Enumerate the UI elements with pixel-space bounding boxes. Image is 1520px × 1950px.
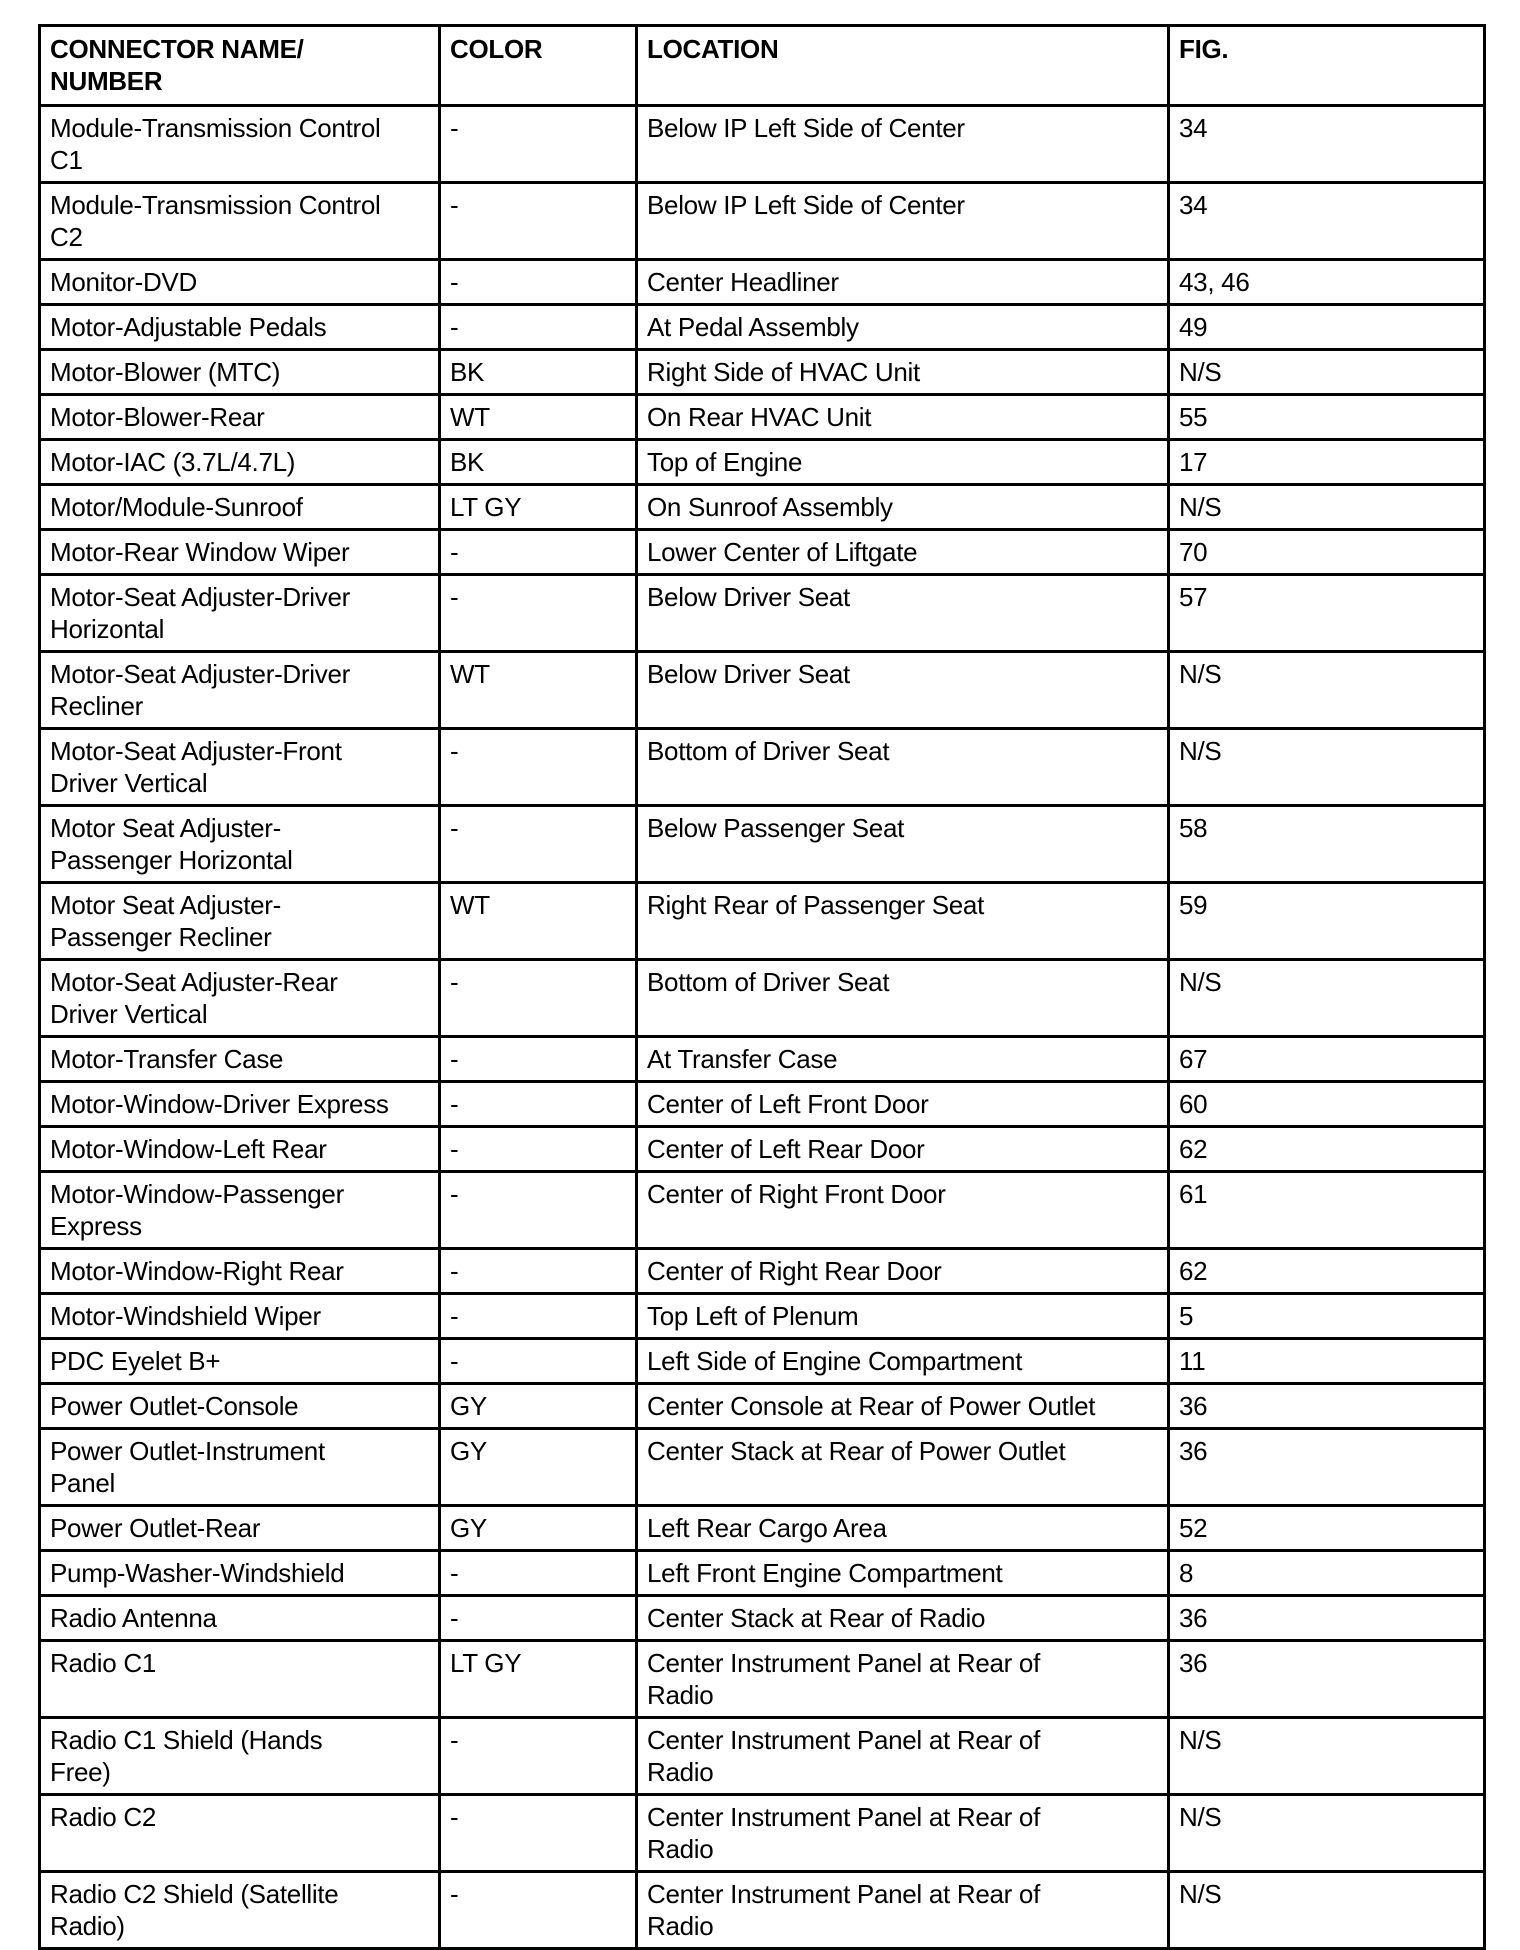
cell-color: - bbox=[440, 1082, 637, 1127]
cell-fig: 52 bbox=[1169, 1506, 1485, 1551]
table-row bbox=[40, 1551, 1485, 1596]
cell-location: Center Stack at Rear of Power Outlet bbox=[637, 1429, 1169, 1506]
cell-color: - bbox=[440, 106, 637, 183]
cell-location: Below Driver Seat bbox=[637, 652, 1169, 729]
table-row bbox=[40, 652, 1485, 729]
cell-color: - bbox=[440, 1795, 637, 1872]
cell-connector-name: Motor-Window-Left Rear bbox=[40, 1127, 440, 1172]
cell-connector-name: Radio C2 Shield (Satellite Radio) bbox=[40, 1872, 440, 1949]
table-row bbox=[40, 1082, 1485, 1127]
cell-color: WT bbox=[440, 395, 637, 440]
cell-fig: N/S bbox=[1169, 1718, 1485, 1795]
cell-fig: N/S bbox=[1169, 652, 1485, 729]
cell-color: GY bbox=[440, 1384, 637, 1429]
cell-fig: N/S bbox=[1169, 1795, 1485, 1872]
table-row bbox=[40, 305, 1485, 350]
connector-table bbox=[38, 24, 1486, 1950]
cell-location: Left Side of Engine Compartment bbox=[637, 1339, 1169, 1384]
cell-connector-name: Motor Seat Adjuster- Passenger Recliner bbox=[40, 883, 440, 960]
cell-fig: 49 bbox=[1169, 305, 1485, 350]
cell-location: Center Stack at Rear of Radio bbox=[637, 1596, 1169, 1641]
cell-connector-name: Radio C1 bbox=[40, 1641, 440, 1718]
cell-location: Center Headliner bbox=[637, 260, 1169, 305]
cell-color: - bbox=[440, 1718, 637, 1795]
cell-location: Center of Left Rear Door bbox=[637, 1127, 1169, 1172]
cell-fig: 5 bbox=[1169, 1294, 1485, 1339]
cell-fig: 60 bbox=[1169, 1082, 1485, 1127]
table-row bbox=[40, 960, 1485, 1037]
cell-connector-name: Power Outlet-Rear bbox=[40, 1506, 440, 1551]
cell-color: - bbox=[440, 1551, 637, 1596]
cell-location: At Transfer Case bbox=[637, 1037, 1169, 1082]
cell-fig: 11 bbox=[1169, 1339, 1485, 1384]
cell-location: Center Instrument Panel at Rear of Radio bbox=[637, 1641, 1169, 1718]
cell-fig: 59 bbox=[1169, 883, 1485, 960]
header-fig: FIG. bbox=[1169, 26, 1485, 106]
cell-fig: 62 bbox=[1169, 1127, 1485, 1172]
cell-fig: N/S bbox=[1169, 960, 1485, 1037]
cell-location: Below IP Left Side of Center bbox=[637, 106, 1169, 183]
table-row bbox=[40, 395, 1485, 440]
cell-fig: 8 bbox=[1169, 1551, 1485, 1596]
cell-location: Bottom of Driver Seat bbox=[637, 729, 1169, 806]
cell-fig: 55 bbox=[1169, 395, 1485, 440]
cell-location: Center Console at Rear of Power Outlet bbox=[637, 1384, 1169, 1429]
table-row bbox=[40, 260, 1485, 305]
table-row bbox=[40, 1641, 1485, 1718]
cell-fig: 36 bbox=[1169, 1641, 1485, 1718]
cell-fig: N/S bbox=[1169, 1872, 1485, 1949]
table-row bbox=[40, 883, 1485, 960]
table-row bbox=[40, 1506, 1485, 1551]
cell-location: Center of Left Front Door bbox=[637, 1082, 1169, 1127]
cell-connector-name: Motor-Seat Adjuster-Driver Recliner bbox=[40, 652, 440, 729]
cell-color: - bbox=[440, 305, 637, 350]
cell-connector-name: Motor-Seat Adjuster-Front Driver Vertical bbox=[40, 729, 440, 806]
cell-connector-name: Motor/Module-Sunroof bbox=[40, 485, 440, 530]
cell-fig: 34 bbox=[1169, 106, 1485, 183]
table-row bbox=[40, 106, 1485, 183]
cell-color: LT GY bbox=[440, 1641, 637, 1718]
cell-connector-name: Motor-Rear Window Wiper bbox=[40, 530, 440, 575]
header-color: COLOR bbox=[440, 26, 637, 106]
table-row bbox=[40, 806, 1485, 883]
table-row bbox=[40, 440, 1485, 485]
cell-color: LT GY bbox=[440, 485, 637, 530]
cell-color: - bbox=[440, 260, 637, 305]
cell-fig: 17 bbox=[1169, 440, 1485, 485]
cell-fig: 57 bbox=[1169, 575, 1485, 652]
cell-connector-name: Motor Seat Adjuster- Passenger Horizontal bbox=[40, 806, 440, 883]
cell-connector-name: Motor-IAC (3.7L/4.7L) bbox=[40, 440, 440, 485]
cell-connector-name: Motor-Seat Adjuster-Driver Horizontal bbox=[40, 575, 440, 652]
cell-connector-name: Motor-Seat Adjuster-Rear Driver Vertical bbox=[40, 960, 440, 1037]
cell-location: Right Rear of Passenger Seat bbox=[637, 883, 1169, 960]
cell-fig: N/S bbox=[1169, 350, 1485, 395]
cell-location: Center of Right Front Door bbox=[637, 1172, 1169, 1249]
cell-color: - bbox=[440, 1037, 637, 1082]
cell-connector-name: Motor-Adjustable Pedals bbox=[40, 305, 440, 350]
cell-connector-name: Motor-Blower-Rear bbox=[40, 395, 440, 440]
header-row bbox=[40, 26, 1485, 106]
cell-color: - bbox=[440, 729, 637, 806]
table-row bbox=[40, 1037, 1485, 1082]
cell-connector-name: Radio C2 bbox=[40, 1795, 440, 1872]
cell-connector-name: PDC Eyelet B+ bbox=[40, 1339, 440, 1384]
cell-connector-name: Motor-Window-Driver Express bbox=[40, 1082, 440, 1127]
cell-color: - bbox=[440, 1596, 637, 1641]
cell-location: Center Instrument Panel at Rear of Radio bbox=[637, 1872, 1169, 1949]
cell-location: Bottom of Driver Seat bbox=[637, 960, 1169, 1037]
table-row bbox=[40, 1596, 1485, 1641]
table-row bbox=[40, 1294, 1485, 1339]
cell-location: Lower Center of Liftgate bbox=[637, 530, 1169, 575]
cell-location: Center Instrument Panel at Rear of Radio bbox=[637, 1795, 1169, 1872]
table-row bbox=[40, 1429, 1485, 1506]
cell-fig: 36 bbox=[1169, 1384, 1485, 1429]
table-row bbox=[40, 1384, 1485, 1429]
cell-color: - bbox=[440, 960, 637, 1037]
cell-connector-name: Power Outlet-Instrument Panel bbox=[40, 1429, 440, 1506]
cell-location: Below Passenger Seat bbox=[637, 806, 1169, 883]
cell-color: GY bbox=[440, 1429, 637, 1506]
cell-connector-name: Motor-Window-Right Rear bbox=[40, 1249, 440, 1294]
cell-location: Right Side of HVAC Unit bbox=[637, 350, 1169, 395]
cell-color: - bbox=[440, 1249, 637, 1294]
cell-color: BK bbox=[440, 440, 637, 485]
cell-fig: 36 bbox=[1169, 1429, 1485, 1506]
cell-color: - bbox=[440, 1127, 637, 1172]
cell-fig: 61 bbox=[1169, 1172, 1485, 1249]
cell-fig: 43, 46 bbox=[1169, 260, 1485, 305]
cell-color: WT bbox=[440, 652, 637, 729]
cell-location: Left Front Engine Compartment bbox=[637, 1551, 1169, 1596]
cell-connector-name: Module-Transmission Control C2 bbox=[40, 183, 440, 260]
cell-location: On Sunroof Assembly bbox=[637, 485, 1169, 530]
table-row bbox=[40, 1172, 1485, 1249]
cell-color: - bbox=[440, 806, 637, 883]
table-row bbox=[40, 485, 1485, 530]
cell-location: Below IP Left Side of Center bbox=[637, 183, 1169, 260]
cell-color: BK bbox=[440, 350, 637, 395]
cell-color: GY bbox=[440, 1506, 637, 1551]
cell-color: - bbox=[440, 1339, 637, 1384]
cell-color: - bbox=[440, 1294, 637, 1339]
cell-connector-name: Motor-Blower (MTC) bbox=[40, 350, 440, 395]
table-row bbox=[40, 1249, 1485, 1294]
cell-fig: 58 bbox=[1169, 806, 1485, 883]
cell-location: Top Left of Plenum bbox=[637, 1294, 1169, 1339]
cell-fig: N/S bbox=[1169, 485, 1485, 530]
cell-location: Center Instrument Panel at Rear of Radio bbox=[637, 1718, 1169, 1795]
cell-connector-name: Motor-Transfer Case bbox=[40, 1037, 440, 1082]
cell-fig: 70 bbox=[1169, 530, 1485, 575]
cell-location: On Rear HVAC Unit bbox=[637, 395, 1169, 440]
cell-connector-name: Radio Antenna bbox=[40, 1596, 440, 1641]
header-connector-name: CONNECTOR NAME/ NUMBER bbox=[40, 26, 440, 106]
table-row bbox=[40, 1127, 1485, 1172]
cell-location: Top of Engine bbox=[637, 440, 1169, 485]
table-row bbox=[40, 350, 1485, 395]
cell-connector-name: Monitor-DVD bbox=[40, 260, 440, 305]
cell-color: - bbox=[440, 1872, 637, 1949]
cell-location: Center of Right Rear Door bbox=[637, 1249, 1169, 1294]
cell-connector-name: Power Outlet-Console bbox=[40, 1384, 440, 1429]
table-row bbox=[40, 183, 1485, 260]
table-row bbox=[40, 530, 1485, 575]
cell-connector-name: Radio C1 Shield (Hands Free) bbox=[40, 1718, 440, 1795]
cell-color: - bbox=[440, 183, 637, 260]
table-row bbox=[40, 1795, 1485, 1872]
cell-fig: 67 bbox=[1169, 1037, 1485, 1082]
cell-connector-name: Motor-Window-Passenger Express bbox=[40, 1172, 440, 1249]
cell-color: - bbox=[440, 1172, 637, 1249]
cell-location: Left Rear Cargo Area bbox=[637, 1506, 1169, 1551]
cell-connector-name: Module-Transmission Control C1 bbox=[40, 106, 440, 183]
cell-fig: 62 bbox=[1169, 1249, 1485, 1294]
header-location: LOCATION bbox=[637, 26, 1169, 106]
table-row bbox=[40, 1718, 1485, 1795]
cell-fig: N/S bbox=[1169, 729, 1485, 806]
cell-fig: 36 bbox=[1169, 1596, 1485, 1641]
cell-color: - bbox=[440, 575, 637, 652]
table-row bbox=[40, 1339, 1485, 1384]
table-row bbox=[40, 1872, 1485, 1949]
cell-color: - bbox=[440, 530, 637, 575]
table-row bbox=[40, 575, 1485, 652]
cell-color: WT bbox=[440, 883, 637, 960]
cell-location: Below Driver Seat bbox=[637, 575, 1169, 652]
cell-connector-name: Motor-Windshield Wiper bbox=[40, 1294, 440, 1339]
cell-location: At Pedal Assembly bbox=[637, 305, 1169, 350]
table-row bbox=[40, 729, 1485, 806]
cell-fig: 34 bbox=[1169, 183, 1485, 260]
cell-connector-name: Pump-Washer-Windshield bbox=[40, 1551, 440, 1596]
